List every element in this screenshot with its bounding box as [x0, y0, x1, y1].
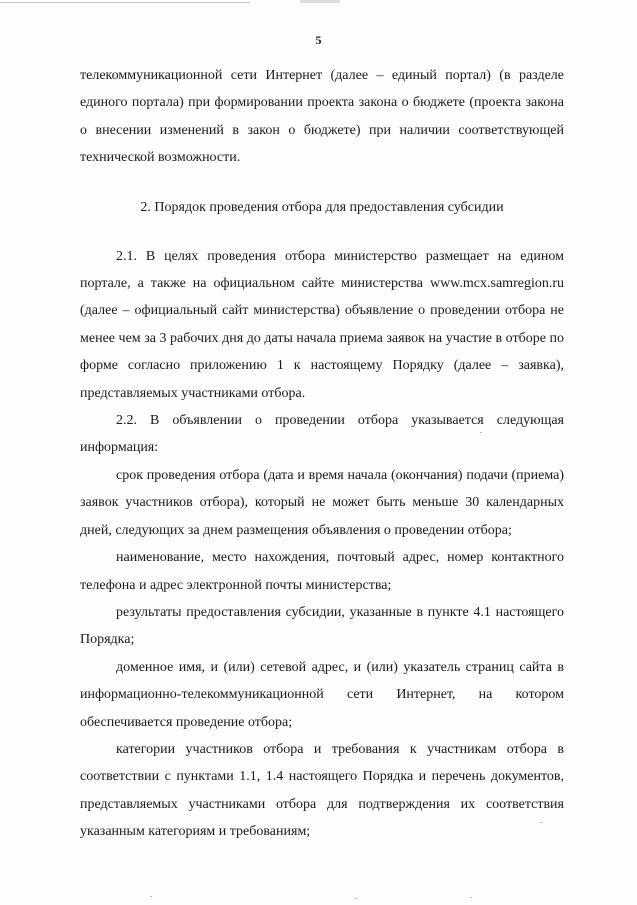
- list-item-deadline: срок проведения отбора (дата и время начала (окончания) подачи (приема) заявок участников отбора), который не может быть меньше 30 календарных дней, следующих за днем размещения объявления о проведении отбора;: [80, 467, 564, 538]
- list-item-results: результаты предоставления субсидии, указанные в пункте 4.1 настоящего Порядка;: [80, 604, 564, 648]
- paragraph-2-2: 2.2. В объявлении о проведении отбора указывается следующая информация:: [80, 413, 564, 456]
- scan-speck: [355, 898, 357, 899]
- section-title: 2. Порядок проведения отбора для предоставления субсидии: [140, 199, 504, 215]
- list-item-contacts: наименование, место нахождения, почтовый адрес, номер контактного телефона и адрес электронной почты министерства;: [80, 550, 564, 593]
- scan-speck: [540, 822, 542, 823]
- scan-artifact-line: [0, 2, 250, 3]
- list-item-categories: категории участников отбора и требования к участникам отбора в соответствии с пунктами 1.1, 1.4 настоящего Порядка и перечень документов, представляемых участниками отбора для подтверждения их соответствия указанным категориям и требованиям;: [80, 741, 564, 840]
- paragraph-continuation: телекоммуникационной сети Интернет (далее – единый портал) (в разделе единого портала) при формировании проекта закона о бюджете (проекта закона о внесении изменений в закон о бюджете) при наличии соответствующей технической возможности.: [80, 68, 564, 166]
- scan-speck: [470, 897, 472, 898]
- document-body: [80, 62, 564, 846]
- scan-speck: [480, 432, 482, 433]
- scan-speck: [150, 896, 152, 897]
- list-item-domain: доменное имя, и (или) сетевой адрес, и (или) указатель страниц сайта в информационно-телекоммуникационной сети Интернет, на котором обеспечивается проведение отбора;: [80, 659, 564, 730]
- paragraph-2-1: 2.1. В целях проведения отбора министерство размещает на едином портале, а также на официальном сайте министерства www.mcx.samregion.ru (далее – официальный сайт министерства) объявление о проведении отбора не менее чем за 3 рабочих дня до даты начала приема заявок на участие в отборе по форме согласно приложению 1 к настоящему Порядку (далее – заявка), представляемых участниками отбора.: [80, 248, 564, 401]
- scan-artifact-mark: [300, 0, 340, 3]
- page-number: 5: [315, 33, 322, 47]
